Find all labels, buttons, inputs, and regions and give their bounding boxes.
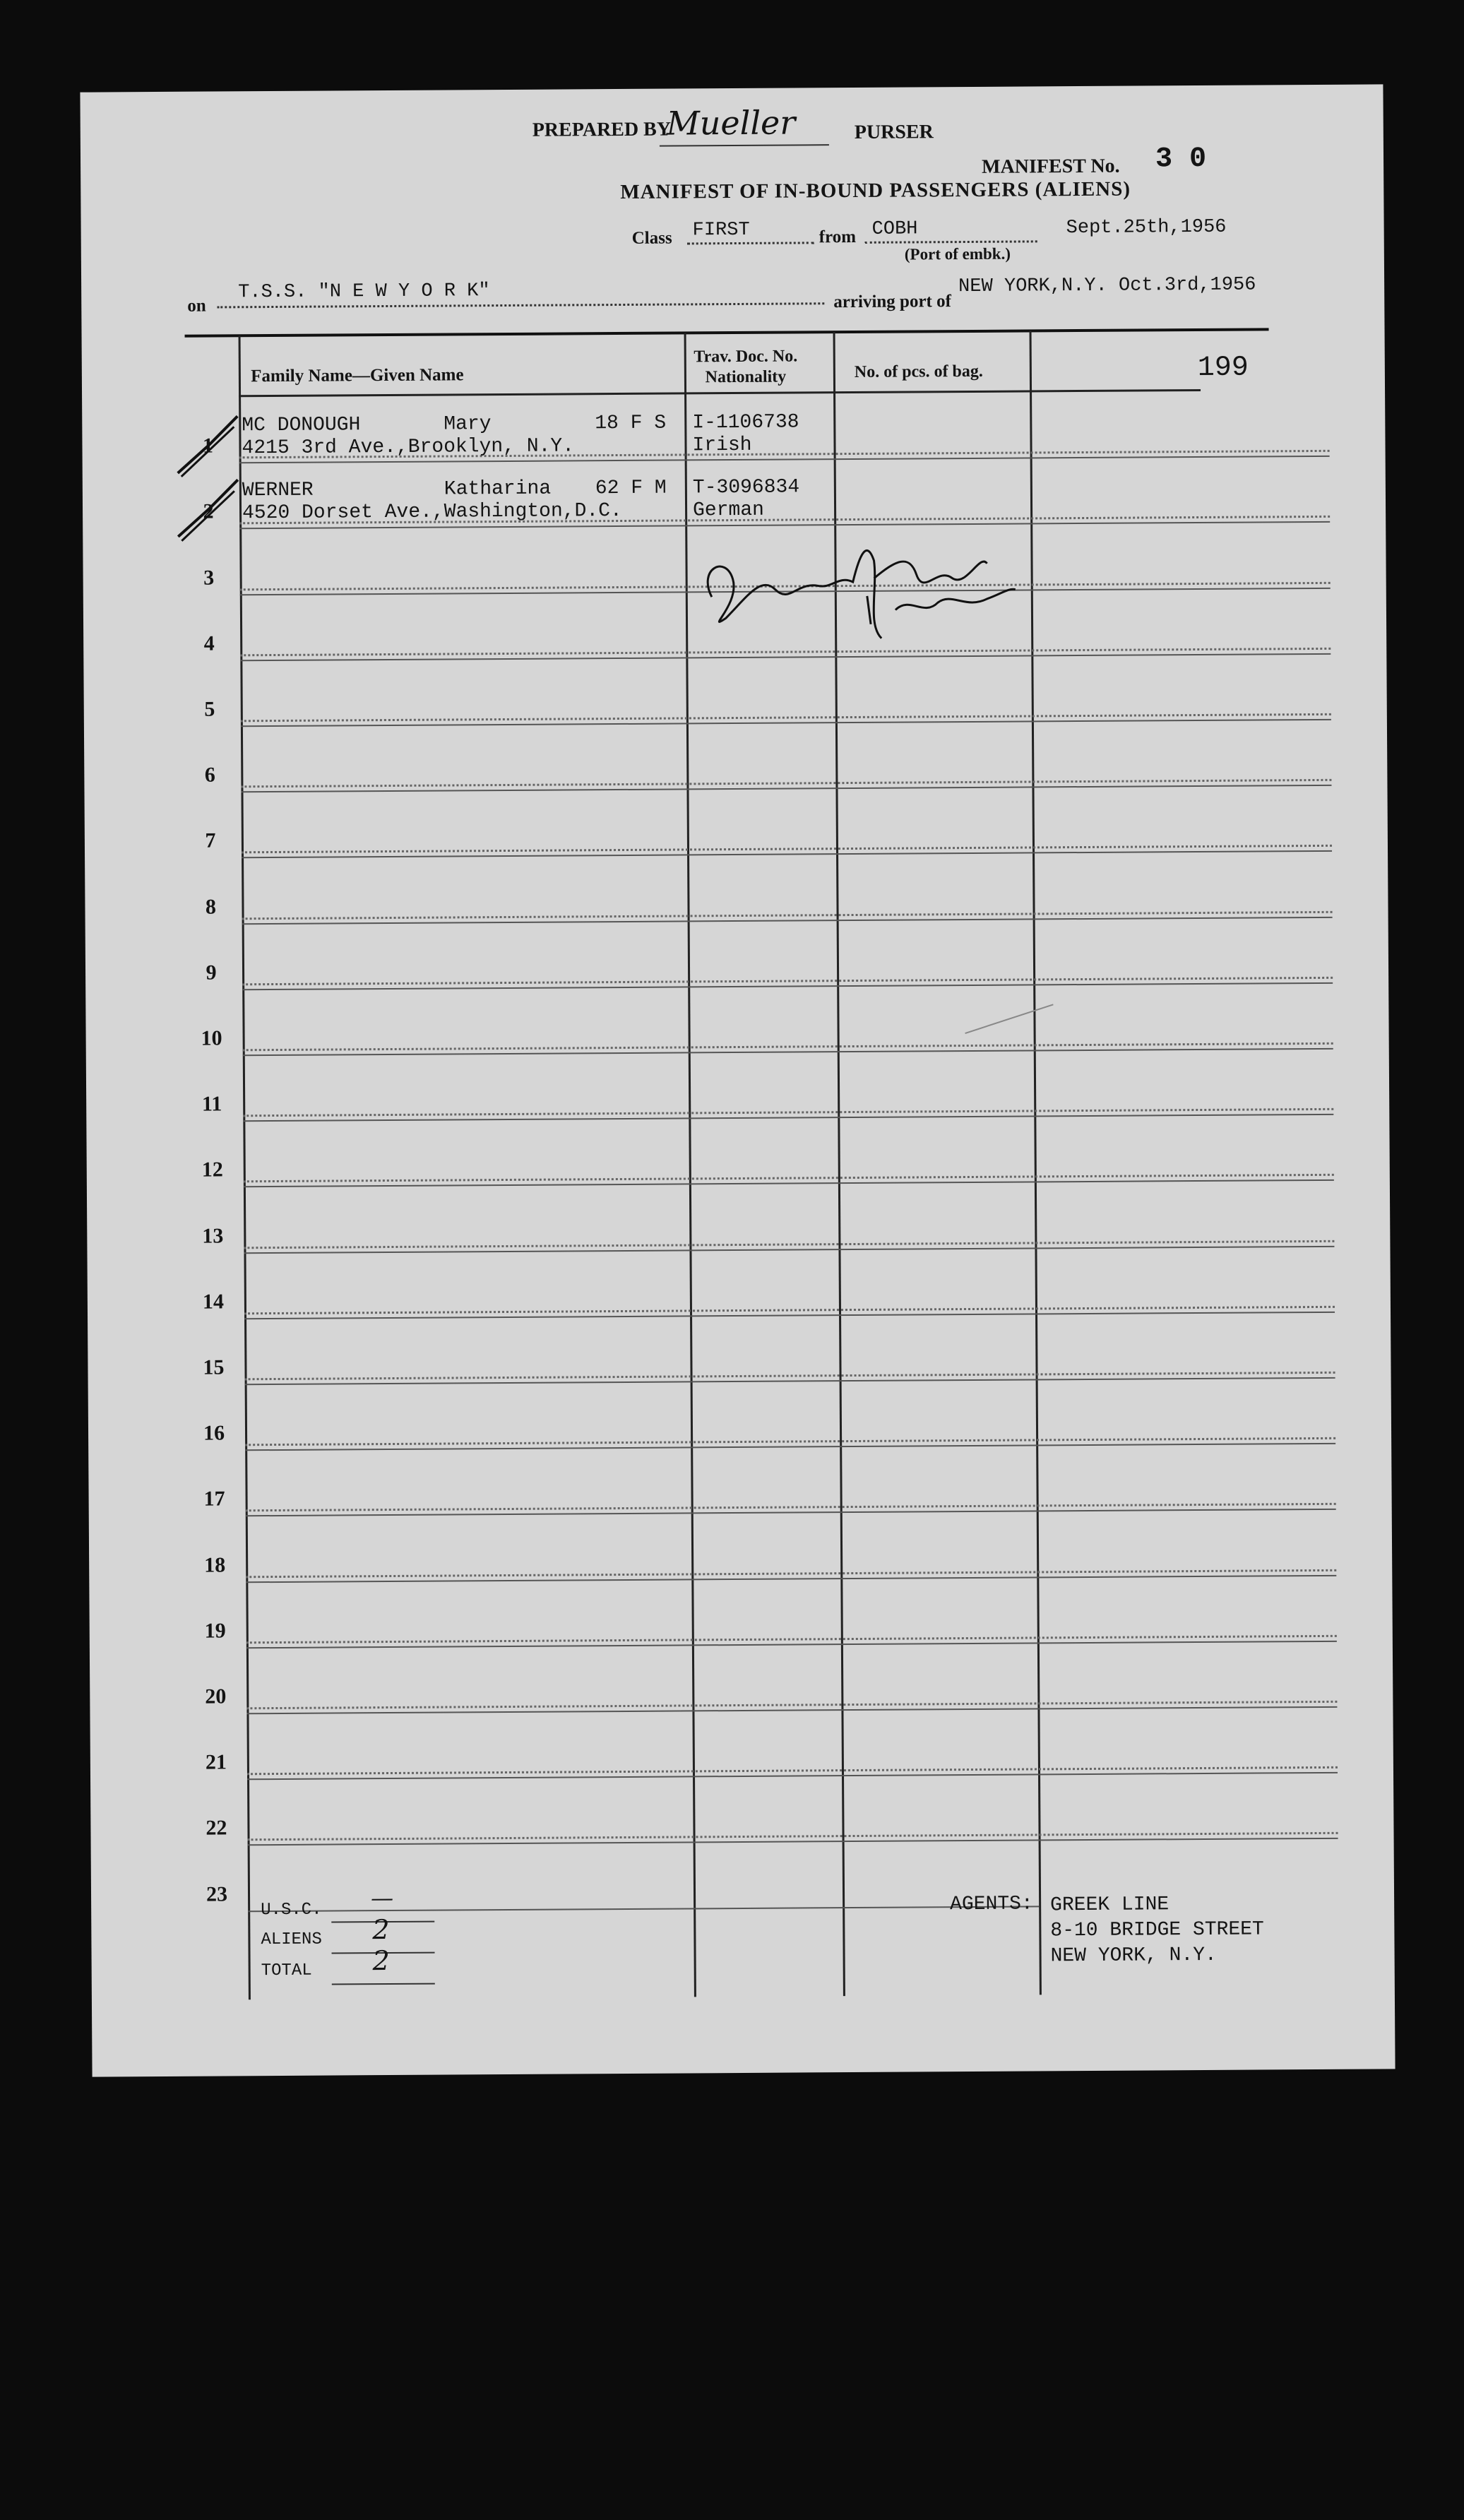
row-number: 12	[201, 1158, 223, 1182]
row-number: 2	[203, 499, 214, 523]
port-embk-label: (Port of embk.)	[904, 244, 1011, 263]
prepared-by-underline	[660, 144, 829, 146]
row-number: 13	[202, 1224, 224, 1248]
aliens-label: ALIENS	[261, 1930, 322, 1950]
from-dots	[865, 240, 1037, 243]
row-number: 23	[206, 1882, 228, 1906]
stray-pencil-mark	[961, 997, 1060, 1040]
checkmark-row-1	[177, 416, 237, 473]
row-number: 17	[203, 1487, 225, 1511]
from-value: COBH	[871, 218, 918, 240]
checkmark-row-2	[178, 480, 238, 537]
agents-city: NEW YORK, N.Y.	[1050, 1944, 1217, 1968]
passenger-1-family-name: MC DONOUGH	[242, 414, 361, 437]
passenger-2-age-sex-status: 62 F M	[595, 477, 667, 500]
ship-name: T.S.S. "N E W Y O R K"	[238, 280, 490, 304]
checkmarks-graphic	[167, 402, 252, 572]
passenger-1-given-name: Mary	[444, 413, 492, 436]
prepared-by-label: PREPARED BY	[532, 118, 672, 141]
agents-street: 8-10 BRIDGE STREET	[1050, 1918, 1264, 1942]
row-number: 15	[203, 1355, 225, 1379]
row-rule	[248, 1906, 1039, 1912]
row-number: 6	[204, 763, 215, 787]
table-header-rule	[239, 389, 1201, 397]
passenger-2-family-name: WERNER	[242, 479, 314, 502]
row-number: 7	[205, 828, 216, 852]
row-number: 5	[204, 697, 215, 721]
total-underline	[332, 1983, 435, 1985]
purser-signature: Mueller	[666, 103, 796, 143]
arriving-label: arriving port of	[833, 292, 951, 312]
class-value: FIRST	[692, 219, 750, 242]
usc-label: U.S.C.	[261, 1900, 322, 1920]
row-number: 4	[203, 631, 215, 655]
row-number: 9	[206, 961, 217, 985]
passenger-2-address: 4520 Dorset Ave.,Washington,D.C.	[242, 499, 622, 525]
table-top-rule	[185, 328, 1269, 337]
column-header-doc-number: Trav. Doc. No.	[694, 347, 798, 367]
agents-address	[1050, 1891, 1264, 1969]
passenger-1-nationality: Irish	[692, 434, 752, 457]
row-number: 1	[202, 434, 214, 458]
row-number: 22	[206, 1816, 227, 1841]
on-label: on	[187, 296, 206, 316]
passenger-1-age-sex-status: 18 F S	[595, 412, 667, 435]
total-label: TOTAL	[261, 1961, 312, 1981]
row-number: 10	[201, 1026, 222, 1050]
class-dots	[687, 242, 814, 244]
row-number: 11	[201, 1092, 222, 1116]
passenger-2-given-name: Katharina	[444, 477, 552, 501]
aliens-value: 2	[372, 1914, 390, 1946]
ship-dots	[217, 302, 824, 308]
row-number: 21	[205, 1750, 227, 1774]
total-value: 2	[372, 1945, 390, 1977]
class-label: Class	[631, 228, 672, 248]
row-number: 14	[202, 1290, 224, 1314]
page-number: 199	[1197, 352, 1249, 385]
manifest-number: 3 0	[1155, 143, 1207, 176]
row-number: 18	[204, 1553, 226, 1577]
manifest-title: MANIFEST OF IN-BOUND PASSENGERS (ALIENS)	[620, 177, 1131, 203]
arrival-port-date: NEW YORK,N.Y. Oct.3rd,1956	[958, 274, 1256, 298]
column-header-document	[671, 346, 821, 388]
column-header-name: Family Name—Given Name	[251, 365, 464, 386]
row-number: 19	[204, 1619, 226, 1643]
agents-company: GREEK LINE	[1050, 1894, 1170, 1917]
usc-value: —	[370, 1884, 394, 1912]
from-label: from	[819, 227, 857, 247]
inspector-signature-graphic	[683, 510, 1079, 653]
manifest-no-label: MANIFEST No.	[982, 155, 1120, 178]
passenger-2-document-number: T-3096834	[692, 476, 800, 499]
row-number: 20	[205, 1684, 227, 1708]
manifest-page	[80, 84, 1395, 2076]
column-header-bags: No. of pcs. of bag.	[854, 362, 983, 381]
passenger-2-nationality: German	[692, 499, 764, 522]
row-number: 8	[205, 895, 217, 919]
embark-date: Sept.25th,1956	[1066, 216, 1227, 239]
passenger-1-address: 4215 3rd Ave.,Brooklyn, N.Y.	[242, 435, 575, 460]
column-rule-left	[239, 335, 251, 1999]
row-number: 16	[203, 1421, 225, 1445]
agents-label: AGENTS:	[950, 1893, 1033, 1916]
row-number: 3	[203, 566, 215, 590]
column-header-nationality: Nationality	[705, 367, 787, 387]
passenger-1-document-number: I-1106738	[692, 411, 799, 434]
purser-label: PURSER	[854, 121, 934, 143]
